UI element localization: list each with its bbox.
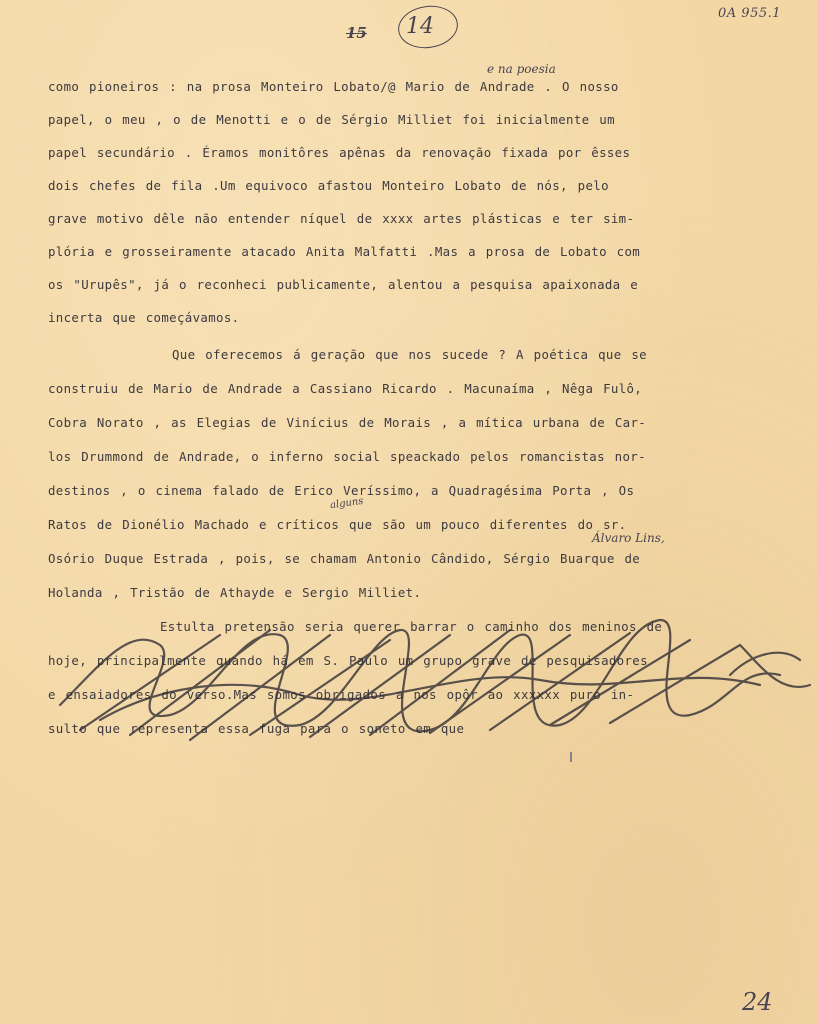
text-line: Holanda , Tristão de Athayde e Sergio Milliet.: [48, 585, 422, 600]
text-line: destinos , o cinema falado de Erico Veríssimo, a Quadragésima Porta , Os: [48, 483, 635, 498]
text-line: hoje, principalmente quando há em S. Paulo um grupo grave de pesquisadores: [48, 653, 648, 668]
insertion-annotation: Álvaro Lins,: [592, 531, 665, 545]
text-line: papel secundário . Éramos monitôres apênas da renovação fixada por êsses: [48, 145, 631, 160]
archive-reference: 0A 955.1: [718, 6, 782, 21]
text-line: Cobra Norato , as Elegias de Vinícius de Morais , a mítica urbana de Car-: [48, 415, 647, 430]
text-line: incerta que começávamos.: [48, 310, 240, 325]
text-line: Ratos de Dionélio Machado e críticos que são um pouco diferentes do sr.: [48, 517, 627, 532]
insertion-annotation: e na poesia: [487, 62, 556, 76]
page-number-bottom: 24: [742, 988, 773, 1016]
insertion-annotation: alguns: [329, 495, 365, 512]
text-line: os "Urupês", já o reconheci publicamente, alentou a pesquisa apaixonada e: [48, 277, 639, 292]
text-line: construiu de Mario de Andrade a Cassiano Ricardo . Macunaíma , Nêga Fulô,: [48, 381, 643, 396]
text-line: papel, o meu , o de Menotti e o de Sérgio Milliet foi inicialmente um: [48, 112, 615, 127]
page-number-top: 14: [406, 14, 434, 39]
text-line: como pioneiros : na prosa Monteiro Lobato/@ Mario de Andrade . O nosso: [48, 79, 619, 94]
text-line: Estulta pretensão seria querer barrar o caminho dos meninos de: [160, 619, 663, 634]
ink-mark: [570, 752, 572, 762]
text-line: e ensaiadores do verso.Mas somos obrigados a nos opôr ao xxxxxx puro in-: [48, 687, 635, 702]
text-line: sulto que representa essa fuga para o soneto em que: [48, 721, 465, 736]
text-line: plória e grosseiramente atacado Anita Malfatti .Mas a prosa de Lobato com: [48, 244, 641, 259]
text-line: grave motivo dêle não entender níquel de xxxx artes plásticas e ter sim-: [48, 211, 635, 226]
text-line: Osório Duque Estrada , pois, se chamam Antonio Cândido, Sérgio Buarque de: [48, 551, 641, 566]
text-line: dois chefes de fila .Um equivoco afastou Monteiro Lobato de nós, pelo: [48, 178, 609, 193]
text-line: los Drummond de Andrade, o inferno social speackado pelos romancistas nor-: [48, 449, 646, 464]
text-line: Que oferecemos á geração que nos sucede ? A poética que se: [172, 347, 647, 362]
struck-page-number: 15: [346, 24, 367, 42]
